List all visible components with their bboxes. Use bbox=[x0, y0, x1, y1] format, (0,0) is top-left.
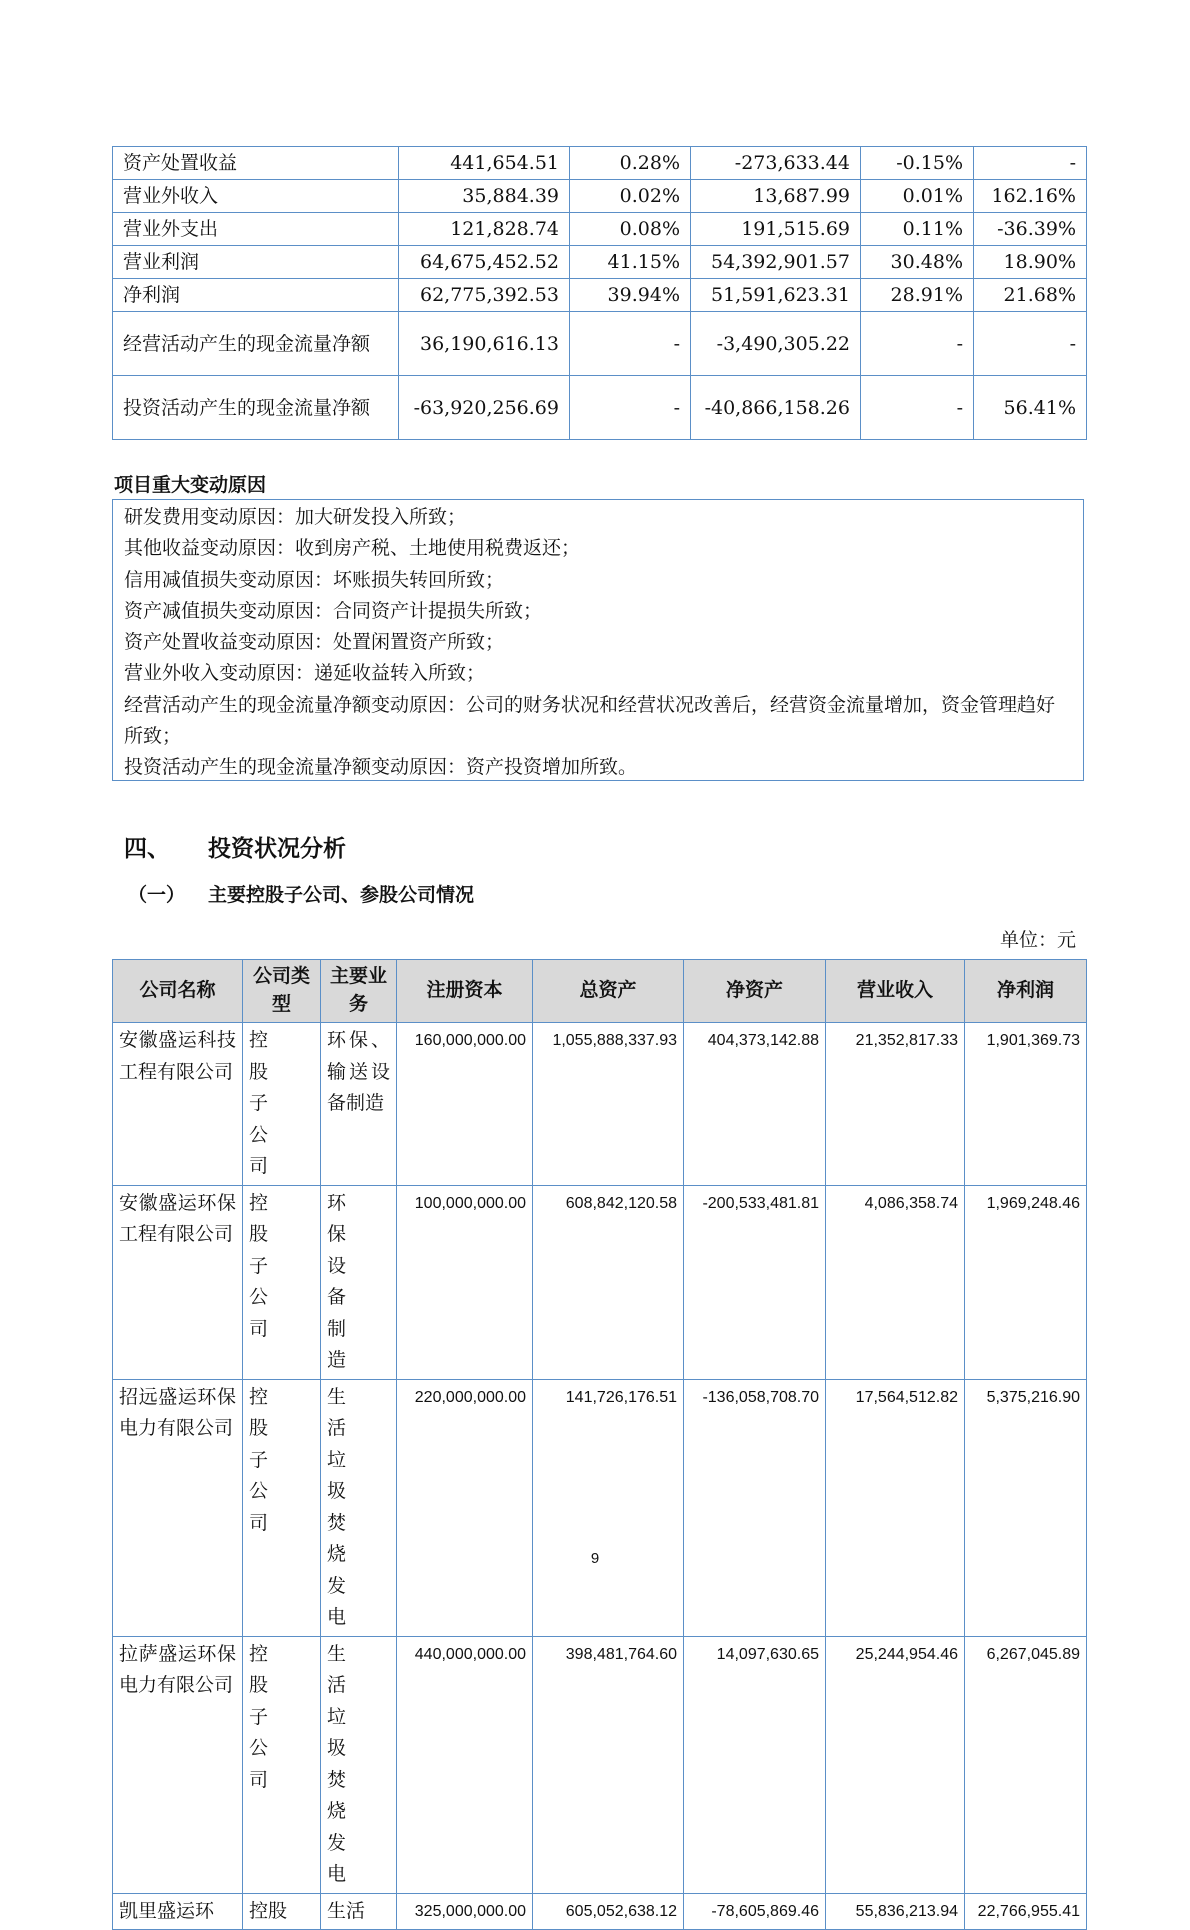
value-cell: -136,058,708.70 bbox=[684, 1379, 826, 1636]
value-cell: - bbox=[570, 312, 691, 376]
value-cell: 404,373,142.88 bbox=[684, 1023, 826, 1186]
reason-line: 经营活动产生的现金流量净额变动原因：公司的财务状况和经营状况改善后，经营资金流量增加，资金管理趋好所致； bbox=[124, 693, 1056, 748]
table-row bbox=[113, 147, 1087, 180]
value-cell: 608,842,120.58 bbox=[533, 1185, 684, 1379]
table-row bbox=[113, 246, 1087, 279]
value-cell: 54,392,901.57 bbox=[691, 246, 861, 279]
value-cell: 0.11% bbox=[861, 213, 974, 246]
value-cell: 62,775,392.53 bbox=[399, 279, 570, 312]
reason-line: 资产处置收益变动原因：处置闲置资产所致； bbox=[124, 631, 505, 654]
value-cell: 0.08% bbox=[570, 213, 691, 246]
text-cell: 环保、输送设备制造 bbox=[321, 1023, 397, 1186]
column-header: 公司类型 bbox=[243, 960, 321, 1023]
value-cell: -78,605,869.46 bbox=[684, 1893, 826, 1930]
value-cell: 5,375,216.90 bbox=[965, 1379, 1087, 1636]
value-cell: 220,000,000.00 bbox=[397, 1379, 533, 1636]
subsidiary-table bbox=[112, 959, 1087, 1930]
item-label: 营业外支出 bbox=[113, 213, 399, 246]
reason-line: 其他收益变动原因：收到房产税、土地使用税费返还； bbox=[124, 537, 581, 560]
value-cell: - bbox=[861, 376, 974, 440]
value-cell: 4,086,358.74 bbox=[826, 1185, 965, 1379]
column-header: 注册资本 bbox=[397, 960, 533, 1023]
value-cell: 1,901,369.73 bbox=[965, 1023, 1087, 1186]
item-label: 投资活动产生的现金流量净额 bbox=[113, 376, 399, 440]
value-cell: 56.41% bbox=[974, 376, 1087, 440]
table-row bbox=[113, 312, 1087, 376]
table-row bbox=[113, 1379, 1087, 1636]
value-cell: 325,000,000.00 bbox=[397, 1893, 533, 1930]
text-cell: 控股子公司 bbox=[243, 1636, 321, 1893]
unit-label: 单位：元 bbox=[999, 929, 1076, 951]
text-cell: 生活 bbox=[321, 1893, 397, 1930]
reason-line: 研发费用变动原因：加大研发投入所致； bbox=[124, 506, 467, 528]
table-row bbox=[113, 213, 1087, 246]
value-cell: 191,515.69 bbox=[691, 213, 861, 246]
table-row bbox=[113, 376, 1087, 440]
financial-table bbox=[112, 146, 1087, 440]
value-cell: 121,828.74 bbox=[399, 213, 570, 246]
value-cell: 13,687.99 bbox=[691, 180, 861, 213]
value-cell: 160,000,000.00 bbox=[397, 1023, 533, 1186]
column-header: 净资产 bbox=[684, 960, 826, 1023]
value-cell: 21.68% bbox=[974, 279, 1087, 312]
value-cell: 55,836,213.94 bbox=[826, 1893, 965, 1930]
reason-line: 营业外收入变动原因：递延收益转入所致； bbox=[124, 662, 486, 685]
text-cell: 凯里盛运环 bbox=[113, 1893, 243, 1930]
value-cell: 1,969,248.46 bbox=[965, 1185, 1087, 1379]
text-cell: 招远盛运环保电力有限公司 bbox=[113, 1379, 243, 1636]
value-cell: - bbox=[861, 312, 974, 376]
value-cell: 0.02% bbox=[570, 180, 691, 213]
item-label: 营业外收入 bbox=[113, 180, 399, 213]
item-label: 净利润 bbox=[113, 279, 399, 312]
value-cell: 51,591,623.31 bbox=[691, 279, 861, 312]
column-header: 总资产 bbox=[533, 960, 684, 1023]
reasons-box bbox=[112, 499, 1084, 781]
value-cell: 605,052,638.12 bbox=[533, 1893, 684, 1930]
text-cell: 控股子公司 bbox=[243, 1023, 321, 1186]
value-cell: - bbox=[570, 376, 691, 440]
subsection-title: 主要控股子公司、参股公司情况 bbox=[208, 884, 475, 906]
value-cell: -0.15% bbox=[861, 147, 974, 180]
table-row bbox=[113, 1893, 1087, 1930]
value-cell: 398,481,764.60 bbox=[533, 1636, 684, 1893]
reason-line: 投资活动产生的现金流量净额变动原因：资产投资增加所致。 bbox=[124, 756, 638, 779]
value-cell: -200,533,481.81 bbox=[684, 1185, 826, 1379]
reasons-title: 项目重大变动原因 bbox=[114, 474, 267, 496]
value-cell: - bbox=[974, 312, 1087, 376]
reason-line: 资产减值损失变动原因：合同资产计提损失所致； bbox=[124, 599, 543, 622]
value-cell: -3,490,305.22 bbox=[691, 312, 861, 376]
text-cell: 拉萨盛运环保电力有限公司 bbox=[113, 1636, 243, 1893]
item-label: 资产处置收益 bbox=[113, 147, 399, 180]
value-cell: 30.48% bbox=[861, 246, 974, 279]
subsection-number: （一） bbox=[128, 884, 186, 906]
section-title: 投资状况分析 bbox=[208, 836, 346, 862]
value-cell: 14,097,630.65 bbox=[684, 1636, 826, 1893]
item-label: 营业利润 bbox=[113, 246, 399, 279]
table-row bbox=[113, 1185, 1087, 1379]
value-cell: 162.16% bbox=[974, 180, 1087, 213]
text-cell: 控股子公司 bbox=[243, 1379, 321, 1636]
item-label: 经营活动产生的现金流量净额 bbox=[113, 312, 399, 376]
column-header: 公司名称 bbox=[113, 960, 243, 1023]
value-cell: 441,654.51 bbox=[399, 147, 570, 180]
value-cell: 0.28% bbox=[570, 147, 691, 180]
value-cell: 141,726,176.51 bbox=[533, 1379, 684, 1636]
column-header: 净利润 bbox=[965, 960, 1087, 1023]
text-cell: 安徽盛运科技工程有限公司 bbox=[113, 1023, 243, 1186]
value-cell: 25,244,954.46 bbox=[826, 1636, 965, 1893]
table-row bbox=[113, 180, 1087, 213]
page-number: 9 bbox=[590, 1550, 600, 1567]
value-cell: - bbox=[974, 147, 1087, 180]
reason-line: 信用减值损失变动原因：坏账损失转回所致； bbox=[124, 568, 505, 591]
value-cell: 64,675,452.52 bbox=[399, 246, 570, 279]
value-cell: 28.91% bbox=[861, 279, 974, 312]
table-row bbox=[113, 279, 1087, 312]
value-cell: 22,766,955.41 bbox=[965, 1893, 1087, 1930]
text-cell: 控股 bbox=[243, 1893, 321, 1930]
value-cell: -36.39% bbox=[974, 213, 1087, 246]
value-cell: 41.15% bbox=[570, 246, 691, 279]
text-cell: 生活垃圾焚烧发电 bbox=[321, 1379, 397, 1636]
value-cell: 36,190,616.13 bbox=[399, 312, 570, 376]
text-cell: 安徽盛运环保工程有限公司 bbox=[113, 1185, 243, 1379]
value-cell: 21,352,817.33 bbox=[826, 1023, 965, 1186]
text-cell: 控股子公司 bbox=[243, 1185, 321, 1379]
value-cell: 1,055,888,337.93 bbox=[533, 1023, 684, 1186]
value-cell: 17,564,512.82 bbox=[826, 1379, 965, 1636]
column-header: 主要业务 bbox=[321, 960, 397, 1023]
text-cell: 环保设备制造 bbox=[321, 1185, 397, 1379]
text-cell: 生活垃圾焚烧发电 bbox=[321, 1636, 397, 1893]
column-header: 营业收入 bbox=[826, 960, 965, 1023]
value-cell: 440,000,000.00 bbox=[397, 1636, 533, 1893]
table-row bbox=[113, 1023, 1087, 1186]
value-cell: -63,920,256.69 bbox=[399, 376, 570, 440]
value-cell: -273,633.44 bbox=[691, 147, 861, 180]
value-cell: 35,884.39 bbox=[399, 180, 570, 213]
value-cell: 100,000,000.00 bbox=[397, 1185, 533, 1379]
value-cell: 0.01% bbox=[861, 180, 974, 213]
value-cell: -40,866,158.26 bbox=[691, 376, 861, 440]
section-number: 四、 bbox=[124, 836, 170, 862]
value-cell: 18.90% bbox=[974, 246, 1087, 279]
value-cell: 6,267,045.89 bbox=[965, 1636, 1087, 1893]
table-row bbox=[113, 1636, 1087, 1893]
value-cell: 39.94% bbox=[570, 279, 691, 312]
